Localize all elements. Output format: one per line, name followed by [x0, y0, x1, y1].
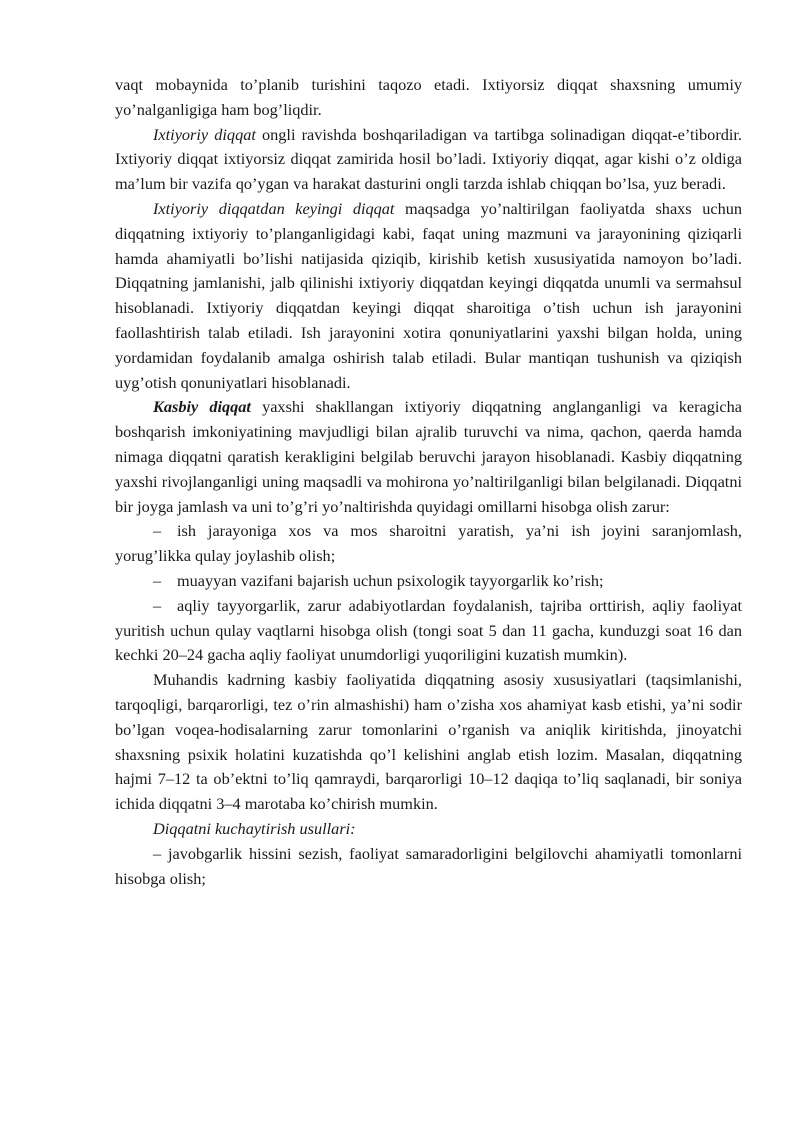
list-item: [115, 519, 742, 569]
paragraph-text: maqsadga yo’naltirilgan faoliyatda shaxs uchun diqqatning ixtiyoriy to’planganligidagi kabi, faqat uning mazmuni va jarayonining qiziqarli hamda ahamiyatli bo’lishi natijasida qiziqib, kirishib ketish xususiyatida namoyon bo’ladi. Diqqatning jamlanishi, jalb qilinishi ixtiyoriy diqqatdan keyingi diqqatda unumli va sermahsul hisoblanadi. Ixtiyoriy diqqatdan keyingi diqqat sharoitiga o’tish uchun ish jarayonini faollashtirish talab etiladi. Ish jarayonini xotira qonuniyatlarini yaxshi bilgan holda, uning yordamidan foydalanib amalga oshirish talab etiladi. Bular mantiqan tushunish va qiziqish uyg’otish qonuniyatlari hisoblanadi.: [115, 198, 742, 392]
list-item: [115, 594, 742, 668]
paragraph-text: yaxshi shakllangan ixtiyoriy diqqatning anglanganligi va keragicha boshqarish imkoniyatining mavjudligi bilan ajralib turuvchi va nima, qachon, qaerda hamda nimaga diqqatni qaratish kerakligini belgilab beruvchi jarayon hisoblanadi. Kasbiy diqqatning yaxshi rivojlanganligi uning maqsadli va mohirona yo’naltirilganligi bilan belgilanadi. Diqqatni bir joyga jamlash va uni to’g’ri yo’naltirishda quyidagi omillarni hisobga olish zarur:: [115, 397, 742, 516]
document-body: [115, 73, 742, 891]
paragraph-professional-attention: [115, 395, 742, 519]
paragraph-engineer-attention: Muhandis kadrning kasbiy faoliyatida diqqatning asosiy xususiyatlari (taqsimlanishi, tarqoqligi, barqarorligi, tez o’rin almashishi) ham o’zisha xos ahamiyat kasb etishi, ya’ni sodir bo’lgan voqea-hodisalarning zarur tomonlarini o’rganish va aniqlik kiritishda, jinoyatchi shaxsning psixik holatini kuzatishda qo’l kelishini anglab etish lozim. Masalan, diqqatning hajmi 7–12 ta ob’ektni to’liq qamraydi, barqarorligi 10–12 daqiqa to’liq saqlanadi, bir soniya ichida diqqatni 3–4 marotaba ko’chirish mumkin.: [115, 670, 742, 814]
paragraph-post-voluntary-attention: [115, 197, 742, 395]
term-post-voluntary-attention: Ixtiyoriy diqqatdan keyingi diqqat: [153, 198, 395, 218]
section-heading-methods: Diqqatni kuchaytirish usullari:: [153, 818, 356, 838]
paragraph-text: ongli ravishda boshqariladigan va tartibga solinadigan diqqat-e’tibordir. Ixtiyoriy diqqat ixtiyorsiz diqqat zamirida hosil bo’ladi. Ixtiyoriy diqqat, agar kishi o’z oldiga ma’lum bir vazifa qo’ygan va harakat dasturini ongli tarzda ishlab chiqqan bo’lsa, yuz beradi.: [115, 124, 743, 194]
term-professional-attention: Kasbiy diqqat: [153, 397, 251, 417]
list-item: [115, 569, 742, 594]
dash-bullet: –: [153, 570, 162, 590]
dash-bullet: –: [153, 595, 162, 615]
list-item-text: aqliy tayyorgarlik, zarur adabiyotlardan foydalanish, tajriba orttirish, aqliy faoliyat yuritish uchun qulay vaqtlarni hisobga olish (tongi soat 5 dan 11 gacha, kunduzgi soat 16 dan kechki 20–24 gacha aqliy faoliyat unumdorligi yuqoriligini kuzatish mumkin).: [115, 595, 742, 665]
list-item-text: muayyan vazifani bajarish uchun psixologik tayyorgarlik ko’rish;: [177, 570, 604, 590]
term-voluntary-attention: Ixtiyoriy diqqat: [153, 124, 256, 144]
list-item-text: ish jarayoniga xos va mos sharoitni yaratish, ya’ni ish joyini saranjomlash, yorug’likka qulay joylashib olish;: [115, 521, 742, 566]
paragraph-1: vaqt mobaynida to’planib turishini taqozo etadi. Ixtiyorsiz diqqat shaxsning umumiy yo’nalganligiga ham bog’liqdir.: [115, 75, 742, 119]
dash-bullet: –: [153, 521, 162, 541]
paragraph-voluntary-attention: [115, 123, 742, 197]
paragraph-method-1: – javobgarlik hissini sezish, faoliyat samaradorligini belgilovchi ahamiyatli tomonlarni hisobga olish;: [115, 843, 742, 888]
